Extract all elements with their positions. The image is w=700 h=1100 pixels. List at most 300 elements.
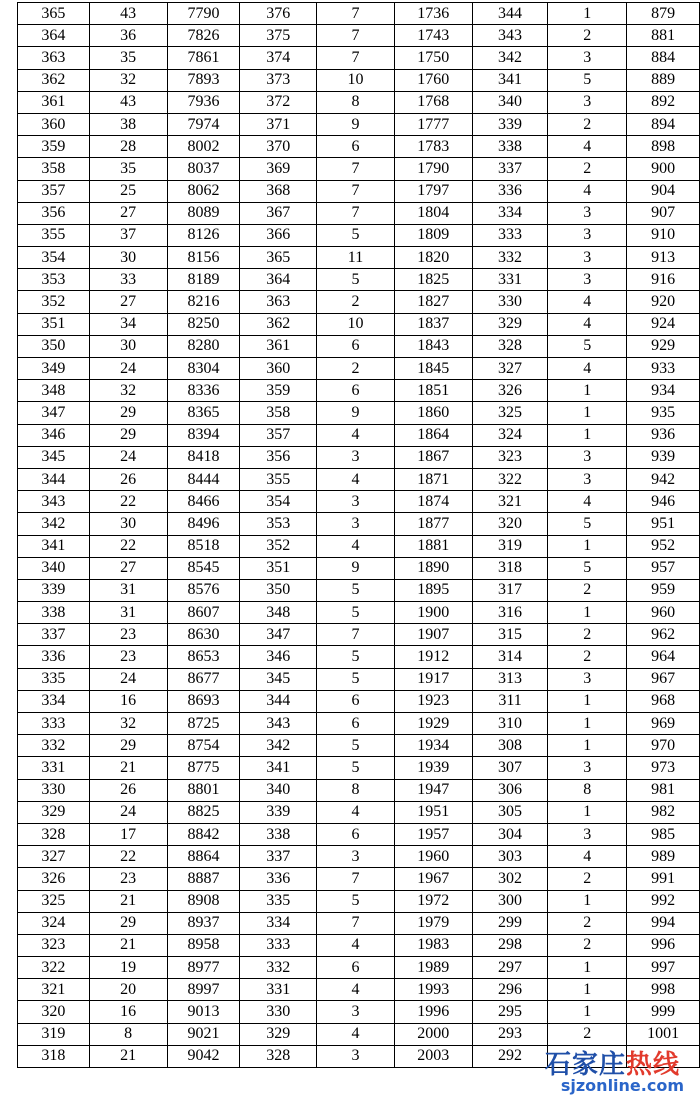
table-cell: 3 [548,823,627,845]
table-cell: 332 [240,957,317,979]
table-cell: 910 [627,224,700,246]
table-cell: 934 [627,380,700,402]
table-cell: 5 [317,668,395,690]
table-row [18,180,700,202]
table-cell: 8394 [167,424,240,446]
table-cell: 9013 [167,1001,240,1023]
table-row [18,735,700,757]
table-cell: 2 [317,291,395,313]
table-cell: 3 [548,668,627,690]
table-cell: 904 [627,180,700,202]
table-cell: 1760 [394,69,472,91]
table-cell: 329 [240,1023,317,1045]
table-cell: 1939 [394,757,472,779]
table-cell: 292 [472,1045,548,1067]
table-cell: 969 [627,713,700,735]
table-cell: 5 [317,757,395,779]
table-cell: 4 [548,136,627,158]
table-cell: 3 [548,247,627,269]
table-cell: 1907 [394,624,472,646]
table-cell: 991 [627,868,700,890]
table-cell: 8089 [167,202,240,224]
table-cell: 335 [18,668,90,690]
table-cell: 1837 [394,313,472,335]
table-cell: 352 [240,535,317,557]
table-row [18,47,700,69]
table-row [18,3,700,25]
table-row [18,979,700,1001]
table-cell: 967 [627,668,700,690]
table-cell: 34 [89,313,167,335]
table-row [18,25,700,47]
table-cell: 6 [317,380,395,402]
table-cell: 353 [240,513,317,535]
table-cell: 333 [240,934,317,956]
table-cell: 2 [548,868,627,890]
table-cell: 3 [548,468,627,490]
table-cell: 8653 [167,646,240,668]
table-cell: 9 [317,113,395,135]
table-cell: 8693 [167,690,240,712]
table-cell: 2 [548,934,627,956]
table-cell: 8 [317,779,395,801]
watermark-text-blue: 石家庄 [544,1050,626,1080]
table-cell: 939 [627,446,700,468]
table-cell: 353 [18,269,90,291]
table-cell: 328 [18,823,90,845]
table-cell: 999 [627,1001,700,1023]
table-cell: 8466 [167,491,240,513]
table-cell: 362 [18,69,90,91]
table-cell: 336 [472,180,548,202]
table-cell: 1947 [394,779,472,801]
table-row [18,690,700,712]
table-cell: 7 [317,868,395,890]
table-cell: 8842 [167,823,240,845]
score-table-body [18,3,700,1068]
table-cell: 37 [89,224,167,246]
table-cell: 964 [627,646,700,668]
table-cell: 913 [627,247,700,269]
table-cell: 341 [18,535,90,557]
table-cell: 1 [548,979,627,1001]
table-cell: 369 [240,158,317,180]
table-cell: 7936 [167,91,240,113]
table-cell: 5 [317,890,395,912]
table-cell: 376 [240,3,317,25]
table-row [18,269,700,291]
table-cell: 8518 [167,535,240,557]
table-cell: 330 [18,779,90,801]
table-cell: 1874 [394,491,472,513]
table-cell: 997 [627,957,700,979]
table-cell: 1 [548,957,627,979]
table-cell: 1 [548,713,627,735]
table-cell: 3 [317,846,395,868]
table-cell: 327 [18,846,90,868]
table-cell: 1983 [394,934,472,956]
table-row [18,491,700,513]
table-cell: 1996 [394,1001,472,1023]
table-cell: 957 [627,557,700,579]
table-cell: 297 [472,957,548,979]
table-cell: 43 [89,91,167,113]
table-cell: 6 [317,690,395,712]
table-cell: 17 [89,823,167,845]
table-cell: 8775 [167,757,240,779]
table-cell: 1960 [394,846,472,868]
table-cell: 323 [472,446,548,468]
table-cell: 299 [472,912,548,934]
table-cell: 6 [317,713,395,735]
table-cell: 4 [548,358,627,380]
table-row [18,202,700,224]
table-cell: 330 [472,291,548,313]
table-row [18,424,700,446]
table-cell: 329 [472,313,548,335]
table-row [18,468,700,490]
table-cell: 4 [317,468,395,490]
table-cell: 348 [18,380,90,402]
table-row [18,934,700,956]
table-cell: 319 [18,1023,90,1045]
table-cell: 970 [627,735,700,757]
table-cell: 2000 [394,1023,472,1045]
table-cell: 6 [317,136,395,158]
table-cell: 8997 [167,979,240,1001]
table-cell: 3 [548,47,627,69]
table-cell: 2 [548,158,627,180]
table-cell: 7 [317,202,395,224]
table-cell: 24 [89,446,167,468]
table-cell: 6 [317,335,395,357]
table-cell: 8250 [167,313,240,335]
table-cell: 364 [240,269,317,291]
table-row [18,335,700,357]
table-cell: 364 [18,25,90,47]
table-cell: 338 [240,823,317,845]
table-cell: 1809 [394,224,472,246]
table-cell: 318 [472,557,548,579]
table-cell: 4 [548,313,627,335]
table-cell: 7974 [167,113,240,135]
table-cell: 3 [548,91,627,113]
table-cell: 304 [472,823,548,845]
table-cell: 344 [240,690,317,712]
table-cell: 8156 [167,247,240,269]
table-cell: 982 [627,801,700,823]
table-cell: 8630 [167,624,240,646]
table-cell: 358 [240,402,317,424]
table-cell: 5 [548,335,627,357]
table-cell: 898 [627,136,700,158]
table-cell: 8444 [167,468,240,490]
table-cell: 320 [18,1001,90,1023]
table-cell: 1989 [394,957,472,979]
table-cell: 5 [548,69,627,91]
table-cell: 916 [627,269,700,291]
table-cell: 920 [627,291,700,313]
table-cell: 3 [548,202,627,224]
table-cell: 1 [548,602,627,624]
table-row [18,957,700,979]
table-cell: 4 [317,801,395,823]
table-cell: 22 [89,491,167,513]
table-cell: 315 [472,624,548,646]
table-cell: 328 [240,1045,317,1067]
table-cell: 992 [627,890,700,912]
table-cell: 338 [18,602,90,624]
table-cell: 2 [548,25,627,47]
table-cell: 10 [317,313,395,335]
table-cell: 3 [317,513,395,535]
table-cell: 8496 [167,513,240,535]
table-cell: 343 [240,713,317,735]
table-cell: 24 [89,801,167,823]
table-cell: 8545 [167,557,240,579]
table-cell: 5 [317,602,395,624]
table-cell: 879 [627,3,700,25]
table-row [18,313,700,335]
table-cell: 322 [18,957,90,979]
table-cell: 344 [18,468,90,490]
table-cell: 303 [472,846,548,868]
table-cell: 21 [89,934,167,956]
table-row [18,113,700,135]
table-cell: 325 [18,890,90,912]
table-cell: 4 [317,535,395,557]
table-row [18,291,700,313]
table-row [18,1045,700,1067]
table-cell: 981 [627,779,700,801]
table-cell: 342 [472,47,548,69]
table-cell: 1917 [394,668,472,690]
table-cell: 333 [18,713,90,735]
table-cell: 307 [472,757,548,779]
table-cell: 20 [89,979,167,1001]
table-cell: 1860 [394,402,472,424]
table-cell: 8908 [167,890,240,912]
table-cell: 3 [548,224,627,246]
table-cell: 333 [472,224,548,246]
table-cell: 924 [627,313,700,335]
table-cell: 43 [89,3,167,25]
table-row [18,579,700,601]
table-cell: 1871 [394,468,472,490]
table-cell: 331 [472,269,548,291]
table-cell: 323 [18,934,90,956]
table-cell: 359 [240,380,317,402]
table-cell: 973 [627,757,700,779]
table-cell: 326 [18,868,90,890]
table-cell: 7826 [167,25,240,47]
table-cell: 362 [240,313,317,335]
table-cell: 336 [240,868,317,890]
table-cell: 27 [89,291,167,313]
table-cell: 351 [18,313,90,335]
table-cell: 8864 [167,846,240,868]
table-cell: 4 [548,491,627,513]
table-cell: 4 [548,291,627,313]
table-cell: 4 [548,180,627,202]
table-cell: 334 [240,912,317,934]
table-cell: 366 [240,224,317,246]
table-cell: 374 [240,47,317,69]
table-cell: 314 [472,646,548,668]
table-cell: 340 [18,557,90,579]
table-cell: 363 [18,47,90,69]
table-cell: 3 [548,269,627,291]
table-cell: 8062 [167,180,240,202]
table-cell: 8801 [167,779,240,801]
table-cell: 8607 [167,602,240,624]
table-cell: 881 [627,25,700,47]
table-cell: 1825 [394,269,472,291]
table-cell: 7790 [167,3,240,25]
table-cell: 330 [240,1001,317,1023]
table-cell: 6 [317,957,395,979]
table-cell: 1 [548,890,627,912]
table-cell: 1820 [394,247,472,269]
table-row [18,446,700,468]
table-cell: 7 [317,158,395,180]
table-cell: 1934 [394,735,472,757]
table-cell: 25 [89,180,167,202]
table-cell: 889 [627,69,700,91]
table-cell: 1783 [394,136,472,158]
table-cell: 989 [627,846,700,868]
table-cell: 322 [472,468,548,490]
table-row [18,247,700,269]
table-cell: 357 [18,180,90,202]
table-cell: 1951 [394,801,472,823]
table-cell: 884 [627,47,700,69]
table-cell: 30 [89,247,167,269]
table-cell: 1 [548,690,627,712]
table-cell: 5 [548,557,627,579]
table-cell: 16 [89,1001,167,1023]
table-row [18,380,700,402]
table-cell: 324 [18,912,90,934]
table-cell: 328 [472,335,548,357]
table-cell: 1790 [394,158,472,180]
table-cell: 29 [89,735,167,757]
table-cell: 946 [627,491,700,513]
table-cell: 7 [317,25,395,47]
table-cell: 335 [240,890,317,912]
table-cell: 339 [240,801,317,823]
table-cell: 351 [240,557,317,579]
table-cell: 296 [472,979,548,1001]
table-cell: 1 [548,1001,627,1023]
table-row [18,402,700,424]
table-cell: 347 [18,402,90,424]
table-cell: 907 [627,202,700,224]
table-cell: 355 [240,468,317,490]
table-cell: 9 [317,402,395,424]
table-cell: 310 [472,713,548,735]
table-cell: 340 [240,779,317,801]
watermark-text-red: 热线 [625,1050,680,1080]
table-cell: 5 [317,269,395,291]
table-cell: 35 [89,47,167,69]
table-cell: 327 [472,358,548,380]
table-cell: 8576 [167,579,240,601]
table-cell: 27 [89,557,167,579]
table-cell: 329 [18,801,90,823]
table-cell: 343 [18,491,90,513]
table-cell: 1 [548,535,627,557]
table-row [18,668,700,690]
table-cell: 350 [18,335,90,357]
table-cell: 1912 [394,646,472,668]
table-cell: 36 [89,25,167,47]
table-row [18,557,700,579]
table-cell: 359 [18,136,90,158]
table-cell: 31 [89,579,167,601]
table-row [18,69,700,91]
table-cell: 354 [18,247,90,269]
table-cell: 313 [472,668,548,690]
table-cell: 4 [317,979,395,1001]
table-cell: 8336 [167,380,240,402]
table-cell: 320 [472,513,548,535]
table-cell: 27 [89,202,167,224]
table-cell: 344 [472,3,548,25]
table-cell: 16 [89,690,167,712]
table-cell: 1 [548,380,627,402]
table-cell: 2 [548,912,627,934]
table-cell: 23 [89,646,167,668]
table-cell: 371 [240,113,317,135]
table-cell: 38 [89,113,167,135]
table-cell: 10 [317,69,395,91]
table-cell: 355 [18,224,90,246]
table-cell: 8825 [167,801,240,823]
table-cell: 8418 [167,446,240,468]
table-cell: 361 [240,335,317,357]
table-cell: 33 [89,269,167,291]
table-cell: 5 [317,579,395,601]
table-cell: 319 [472,535,548,557]
table-row [18,91,700,113]
table-cell: 8002 [167,136,240,158]
table-cell: 8365 [167,402,240,424]
table-row [18,358,700,380]
table-cell: 26 [89,468,167,490]
table-cell: 324 [472,424,548,446]
table-cell: 295 [472,1001,548,1023]
table-cell: 8216 [167,291,240,313]
table-cell: 1736 [394,3,472,25]
table-row [18,535,700,557]
table-cell: 4 [317,934,395,956]
table-cell: 1843 [394,335,472,357]
table-cell: 4 [317,1023,395,1045]
table-cell: 1 [548,402,627,424]
table-cell: 1 [548,424,627,446]
table-cell: 9042 [167,1045,240,1067]
table-cell: 331 [240,979,317,1001]
table-cell: 340 [472,91,548,113]
table-cell: 343 [472,25,548,47]
table-cell: 339 [18,579,90,601]
table-cell: 21 [89,757,167,779]
table-cell: 342 [240,735,317,757]
table-cell: 342 [18,513,90,535]
table-cell: 8 [548,779,627,801]
table-row [18,646,700,668]
